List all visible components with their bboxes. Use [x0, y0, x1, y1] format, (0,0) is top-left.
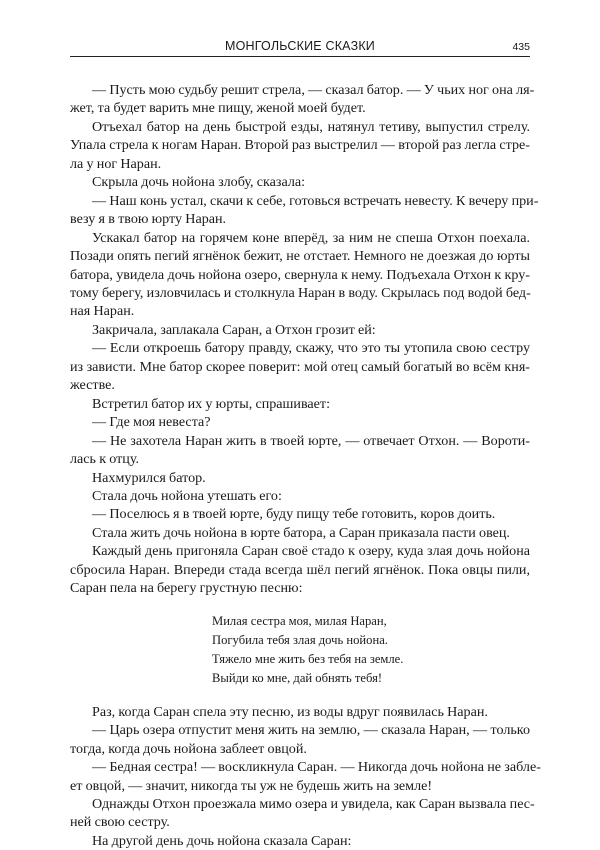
paragraph — [70, 321, 530, 339]
text-line: Однажды Отхон проезжала мимо озера и увидела, как Саран вызвала пес- — [92, 795, 535, 812]
paragraph — [70, 524, 530, 542]
text-line: — Не захотела Наран жить в твоей юрте, — отвечает Отхон. — Вороти- — [92, 432, 530, 449]
poem-verse: Тяжело мне жить без тебя на земле. — [212, 651, 404, 666]
text-line: из зависти. Мне батор скорее поверит: мой отец самый богатый во всём кня- — [70, 358, 530, 375]
header-rule — [70, 56, 530, 57]
text-line: ная Наран. — [70, 303, 135, 320]
text-line: Раз, когда Саран спела эту песню, из воды вдруг появилась Наран. — [92, 703, 488, 720]
text-line: Скрыла дочь нойона злобу, сказала: — [92, 174, 306, 191]
paragraph — [70, 118, 530, 173]
paragraph — [70, 432, 530, 469]
paragraph — [70, 832, 530, 850]
text-line: Позади опять пегий ягнёнок бежит, не отстает. Немного не доезжая до юрты — [70, 248, 530, 265]
text-line: жет, та будет варить мне пищу, женой моей будет. — [70, 100, 366, 117]
paragraph — [70, 487, 530, 505]
paragraph — [70, 173, 530, 191]
text-line: Саран пела на берегу грустную песню: — [70, 580, 303, 597]
text-line: жестве. — [70, 377, 115, 394]
text-line: Стала жить дочь нойона в юрте батора, а Саран приказала пасти овец. — [92, 524, 510, 541]
poem-verse: Выйди ко мне, дай обнять тебя! — [212, 670, 383, 685]
text-line: — Где моя невеста? — [92, 414, 211, 431]
running-header — [70, 38, 530, 56]
text-line: Ускакал батор на горячем коне вперёд, за ним не спеша Отхон поехала. — [92, 229, 530, 246]
page-number: 435 — [512, 41, 530, 53]
text-line: Упала стрела к ногам Наран. Второй раз выстрелил — второй раз легла стре- — [70, 137, 530, 154]
paragraph — [70, 721, 530, 758]
paragraphs-after-poem — [70, 703, 541, 850]
poem-verse: Милая сестра моя, милая Наран, — [212, 613, 387, 628]
paragraph — [70, 395, 530, 413]
text-line: — Царь озера отпустит меня жить на землю, — сказала Наран, — только — [92, 722, 530, 739]
paragraphs-before-poem — [70, 81, 539, 598]
text-line: батора, увидела дочь нойона озеро, свернула к нему. Подъехала Отхон к кру- — [70, 266, 530, 283]
text-line: — Бедная сестра! — воскликнула Саран. — Никогда дочь нойона не заблe- — [92, 759, 541, 776]
text-line: лась к отцу. — [70, 451, 139, 468]
paragraph — [70, 339, 530, 394]
text-line: — Наш конь устал, скачи к себе, готовься встречать невесту. К вечеру при- — [92, 192, 539, 209]
paragraph — [70, 542, 530, 597]
text-line: ет овцой, — значит, никогда ты уж не будешь жить на земле! — [70, 777, 433, 794]
paragraph — [70, 795, 535, 832]
paragraph — [70, 81, 535, 118]
paragraph — [70, 703, 530, 721]
text-line: Каждый день пригоняла Саран своё стадо к озеру, куда злая дочь нойона — [92, 543, 530, 560]
poem-verse: Погубила тебя злая дочь нойона. — [212, 632, 388, 647]
text-line: сбросила Наран. Впереди стада всегда шёл пегий ягнёнок. Пока овцы пили, — [70, 561, 530, 578]
text-line: — Пусть мою судьбу решит стрела, — сказал батор. — У чьих ног она ля- — [92, 82, 535, 98]
text-line: ней свою сестру. — [70, 814, 170, 831]
paragraph — [70, 505, 530, 523]
header-title: МОНГОЛЬСКИЕ СКАЗКИ — [225, 39, 375, 53]
paragraph — [70, 413, 530, 431]
text-line: Стала дочь нойона утешать его: — [92, 487, 282, 504]
paragraph — [70, 192, 539, 229]
text-line: везу я в твою юрту Наран. — [70, 211, 227, 228]
paragraph — [70, 758, 541, 795]
text-line: Закричала, заплакала Саран, а Отхон грозит ей: — [92, 321, 376, 338]
text-line: — Если откроешь батору правду, скажу, что это ты утопила свою сестру — [92, 340, 530, 357]
poem — [212, 612, 530, 688]
text-line: На другой день дочь нойона сказала Саран: — [92, 832, 352, 849]
text-line: Отъехал батор на день быстрой езды, натянул тетиву, выпустил стрелу. — [92, 118, 530, 135]
text-line: ла у ног Наран. — [70, 155, 162, 172]
text-line: Нахмурился батор. — [92, 469, 206, 486]
paragraph — [70, 229, 530, 321]
body-text — [70, 81, 541, 850]
text-line: тогда, когда дочь нойона заблеет овцой. — [70, 740, 307, 757]
text-line: Встретил батор их у юрты, спрашивает: — [92, 395, 330, 412]
text-line: тому берегу, изловчилась и столкнула Наран в воду. Скрылась под водой бед- — [70, 284, 531, 301]
text-line: — Поселюсь я в твоей юрте, буду пищу тебе готовить, коров доить. — [92, 506, 496, 523]
paragraph — [70, 469, 530, 487]
